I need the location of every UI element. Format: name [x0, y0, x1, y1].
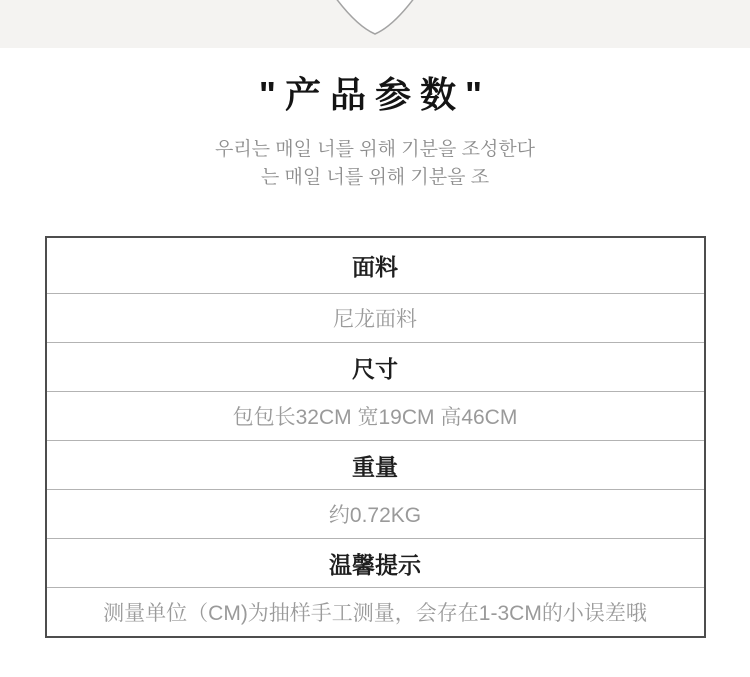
- spec-label-size: 尺寸: [47, 342, 704, 391]
- subtitle-line-2: 는 매일 너를 위해 기분을 조: [260, 167, 490, 189]
- spec-label-weight: 重量: [47, 440, 704, 489]
- spec-table: [45, 236, 706, 638]
- spec-label-tips: 温馨提示: [47, 538, 704, 587]
- spec-value-weight: 约0.72KG: [47, 489, 704, 538]
- spec-label-fabric: 面料: [352, 254, 398, 281]
- subtitle-line-1: 우리는 매일 너를 위해 기분을 조성한다: [214, 139, 536, 161]
- subtitle: [0, 136, 750, 192]
- spec-value-tips: 测量单位（CM)为抽样手工测量，会存在1-3CM的小误差哦: [47, 587, 704, 636]
- page-title: "产品参数": [258, 74, 492, 115]
- spec-value-size: 包包长32CM 宽19CM 高46CM: [47, 391, 704, 440]
- chevron-down-icon: [332, 0, 418, 38]
- spec-value-fabric: 尼龙面料: [47, 293, 704, 342]
- header-band: [0, 0, 750, 48]
